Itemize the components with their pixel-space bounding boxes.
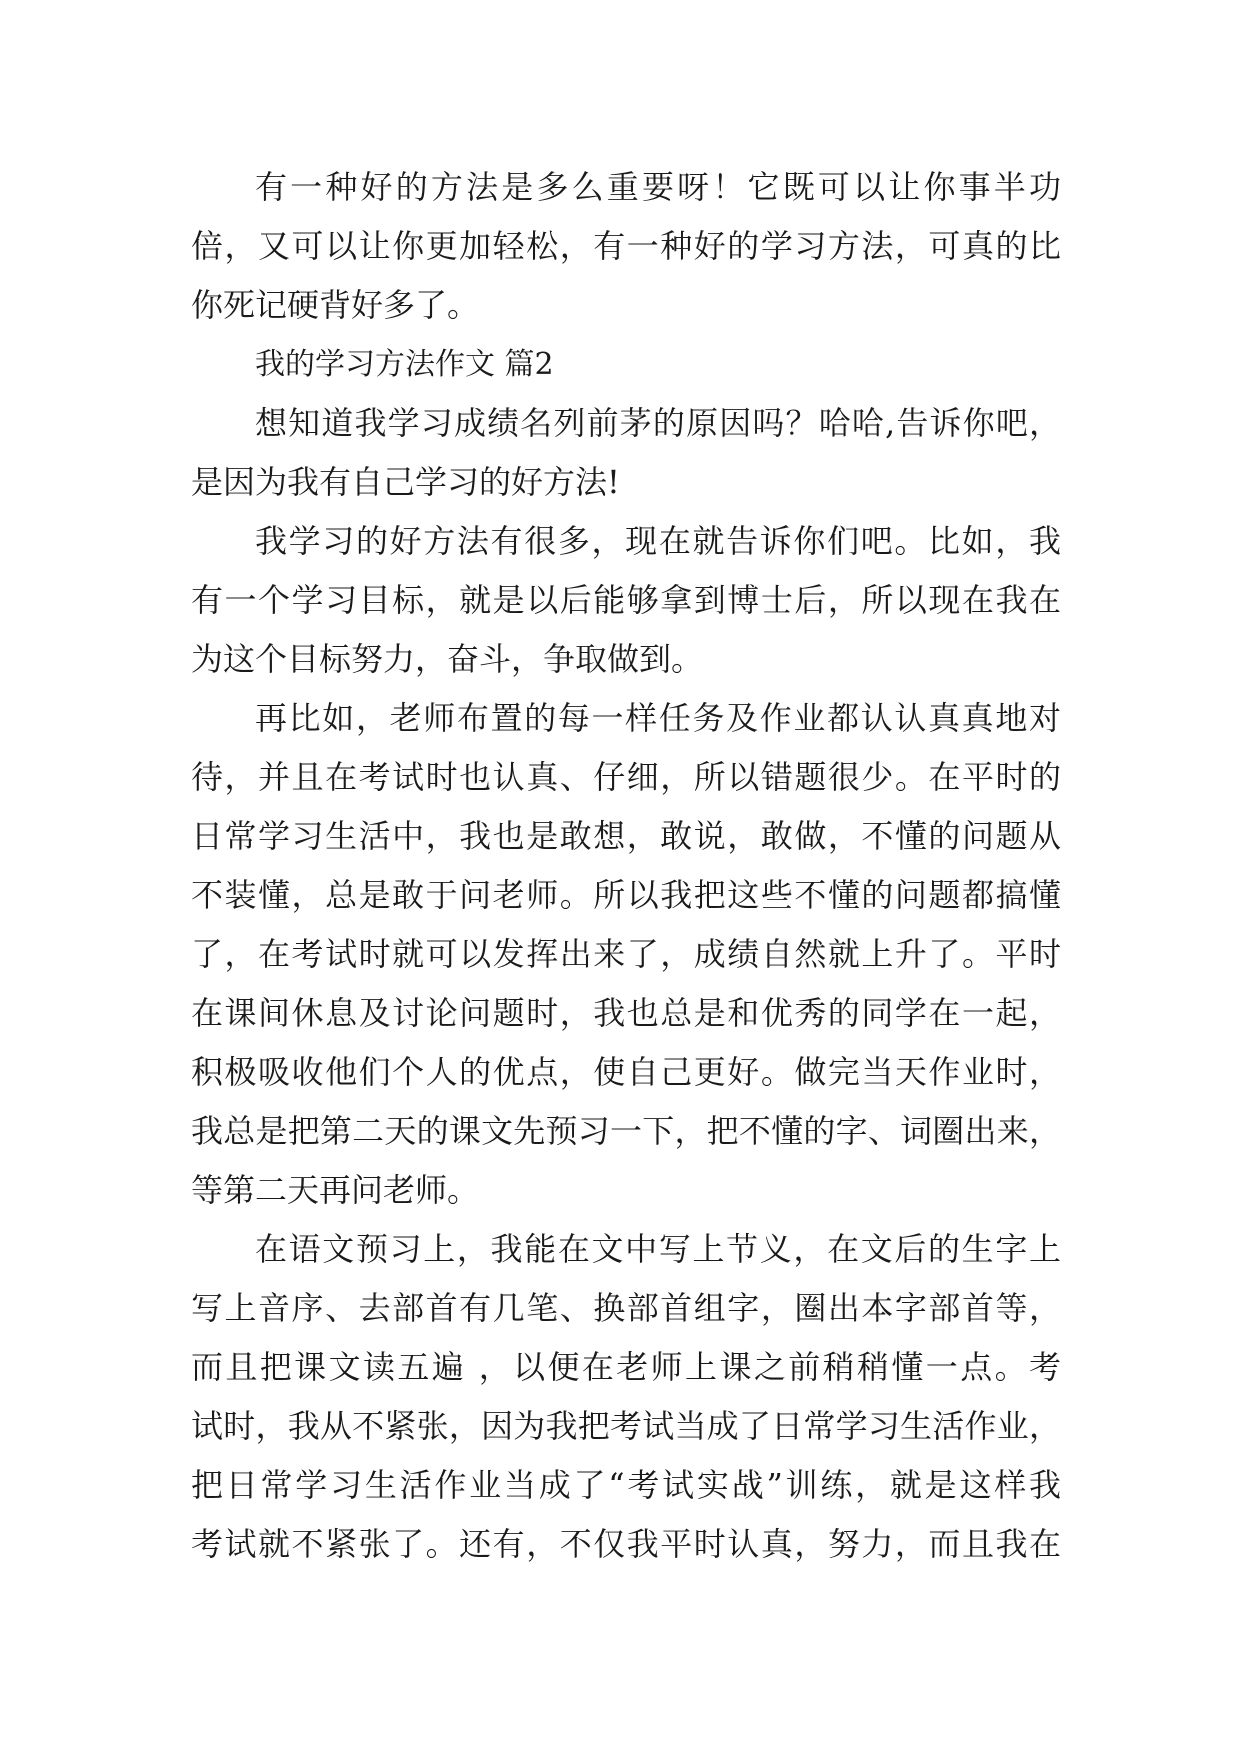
text-line: 试时，我从不紧张，因为我把考试当成了日常学习生活作业，: [191, 1407, 1061, 1445]
essay-body: [191, 158, 1061, 1574]
text-line: 再比如，老师布置的每一样任务及作业都认认真真地对: [255, 699, 1061, 737]
text-line: 有一种好的方法是多么重要呀！它既可以让你事半功: [255, 168, 1061, 206]
text-line: 我学习的好方法有很多，现在就告诉你们吧。比如，我: [255, 522, 1061, 560]
text-line: 为这个目标努力，奋斗，争取做到。: [191, 640, 704, 678]
text-line: 等第二天再问老师。: [191, 1171, 480, 1209]
text-line: 倍，又可以让你更加轻松，有一种好的学习方法，可真的比: [191, 227, 1061, 265]
text-line: 把日常学习生活作业当成了“考试实战”训练，就是这样我: [191, 1466, 1061, 1504]
text-line: 写上音序、去部首有几笔、换部首组字，圈出本字部首等，: [191, 1289, 1061, 1327]
text-line: 我总是把第二天的课文先预习一下，把不懂的字、词圈出来，: [191, 1112, 1061, 1150]
text-line: 日常学习生活中，我也是敢想，敢说，敢做，不懂的问题从: [191, 817, 1061, 855]
text-line: 是因为我有自己学习的好方法!: [191, 463, 620, 501]
text-line: 你死记硬背好多了。: [191, 286, 480, 324]
section-heading: 我的学习方法作文 篇2: [255, 347, 554, 382]
text-line: 在语文预习上，我能在文中写上节义，在文后的生字上: [255, 1230, 1061, 1268]
text-line: 而且把课文读五遍 ，以便在老师上课之前稍稍懂一点。考: [191, 1348, 1061, 1386]
text-line: 在课间休息及讨论问题时，我也总是和优秀的同学在一起，: [191, 994, 1061, 1032]
text-line: 了，在考试时就可以发挥出来了，成绩自然就上升了。平时: [191, 935, 1061, 973]
text-line: 想知道我学习成绩名列前茅的原因吗？哈哈,告诉你吧，: [255, 404, 1061, 442]
text-line: 积极吸收他们个人的优点，使自己更好。做完当天作业时，: [191, 1053, 1061, 1091]
text-line: 待，并且在考试时也认真、仔细，所以错题很少。在平时的: [191, 758, 1061, 796]
text-line: 不装懂，总是敢于问老师。所以我把这些不懂的问题都搞懂: [191, 876, 1061, 914]
text-line: 有一个学习目标，就是以后能够拿到博士后，所以现在我在: [191, 581, 1061, 619]
text-line: 考试就不紧张了。还有，不仅我平时认真，努力，而且我在: [191, 1525, 1061, 1563]
